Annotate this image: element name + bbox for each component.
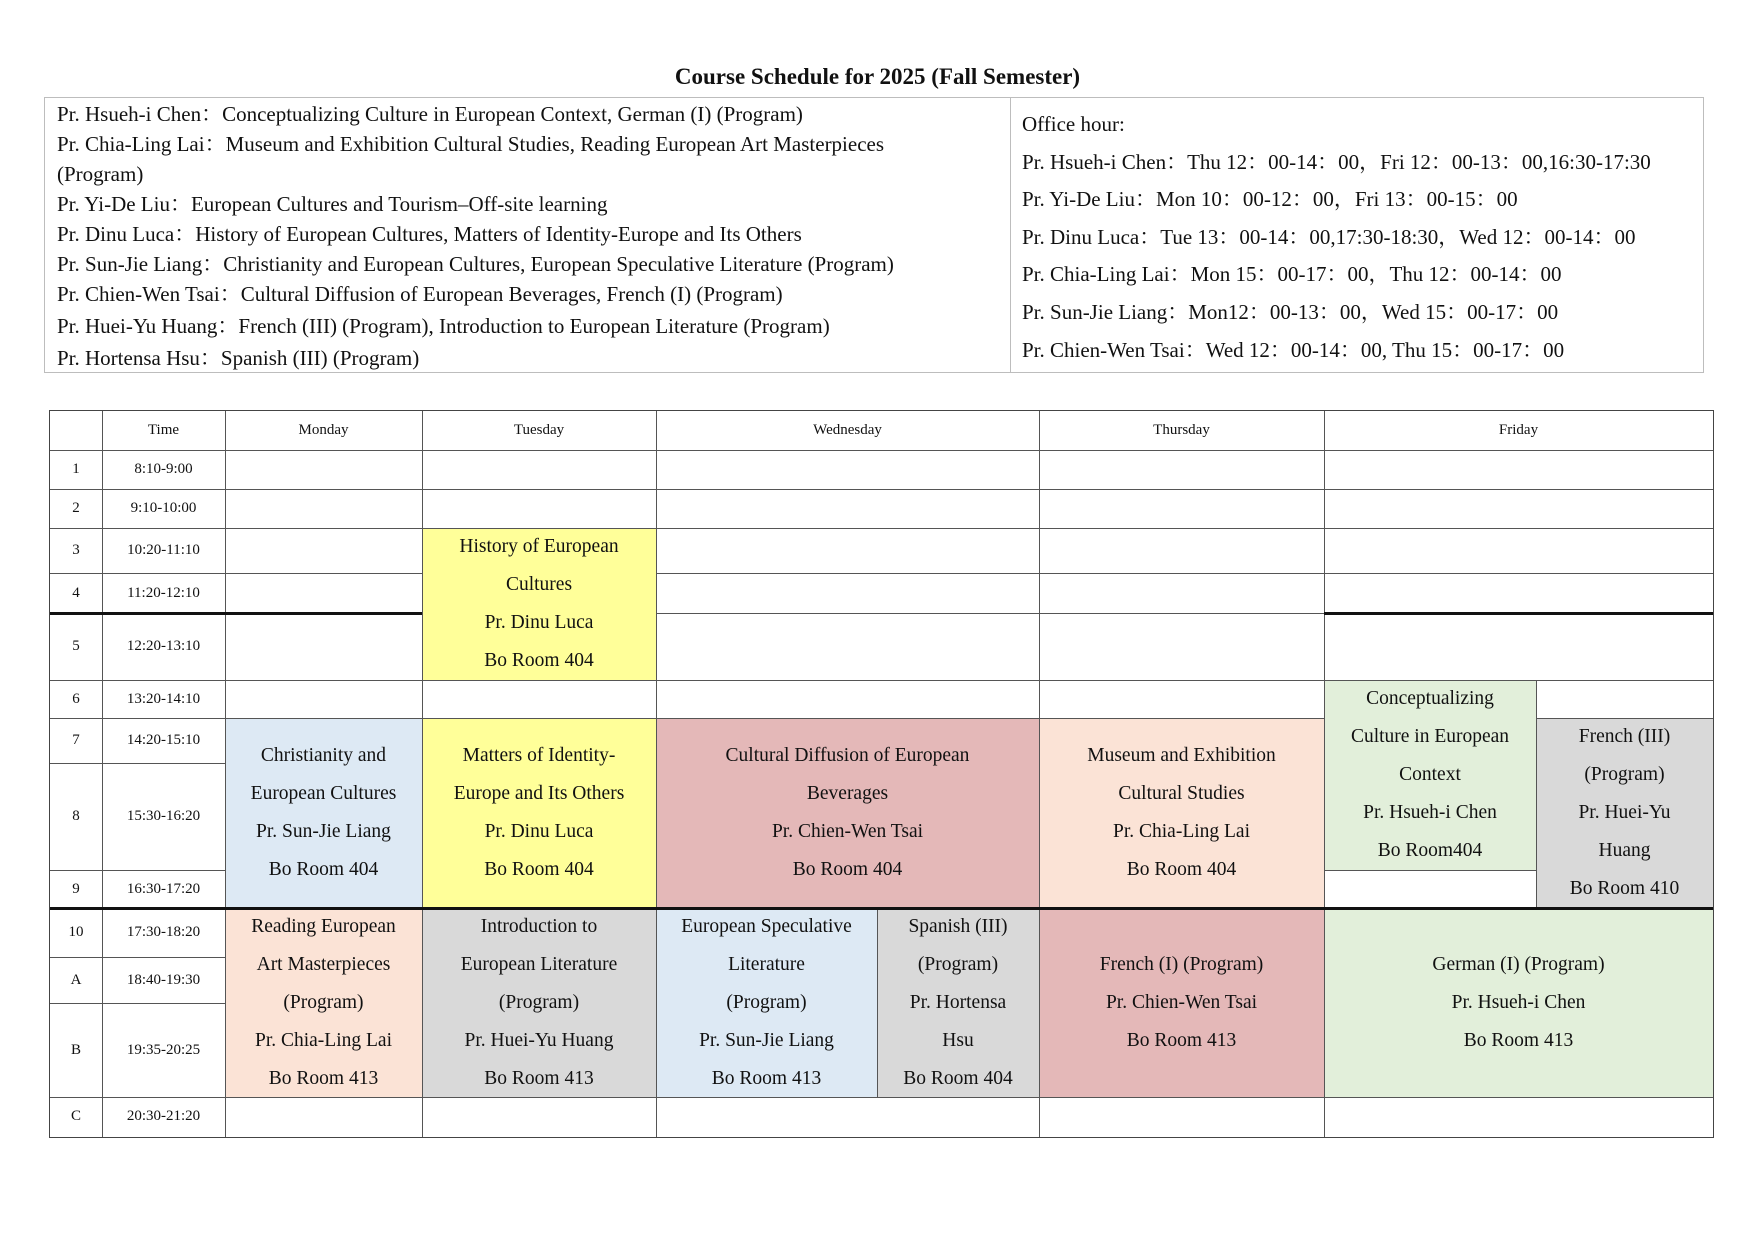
period-number: 7	[72, 732, 80, 748]
course-reading-european-art-masterpieces: Reading European Art Masterpieces (Program) Pr. Chia-Ling Lai Bo Room 413	[225, 908, 422, 1097]
course-cultural-diffusion-of-european-beverages: Cultural Diffusion of European Beverages Pr. Chien-Wen Tsai Bo Room 404	[656, 718, 1039, 908]
professor-line: Pr. Hsueh-i Chen：Conceptualizing Culture in European Context, German (I) (Program)	[57, 102, 803, 126]
period-number: 5	[72, 638, 80, 654]
header-period	[50, 411, 102, 450]
grid-line	[50, 528, 1713, 529]
professor-line: Pr. Sun-Jie Liang：Christianity and European Cultures, European Speculative Literature (Program)	[57, 252, 894, 276]
header-tuesday: Tuesday	[513, 422, 565, 438]
grid-line	[656, 411, 657, 1137]
schedule-table	[49, 410, 1714, 1138]
period-time: 9:10-10:00	[130, 500, 197, 516]
course-introduction-to-european-literature: Introduction to European Literature (Program) Pr. Huei-Yu Huang Bo Room 413	[422, 908, 656, 1097]
period-time: 10:20-11:10	[127, 542, 200, 558]
period-time: 18:40-19:30	[126, 971, 201, 988]
grid-line	[50, 450, 1713, 451]
course-european-speculative-literature: European Speculative Literature (Program) Pr. Sun-Jie Liang Bo Room 413	[656, 908, 877, 1097]
course-history-of-european-cultures: History of European Cultures Pr. Dinu Luca Bo Room 404	[422, 528, 656, 680]
period-time: 17:30-18:20	[126, 924, 201, 940]
period-number: C	[70, 1108, 81, 1124]
professor-line: Pr. Chia-Ling Lai：Museum and Exhibition Cultural Studies, Reading European Art Masterpieces	[57, 132, 885, 156]
course-museum-and-exhibition-cultural-studies: Museum and Exhibition Cultural Studies Pr. Chia-Ling Lai Bo Room 404	[1039, 718, 1324, 908]
page-title: Course Schedule for 2025 (Fall Semester)	[674, 64, 1081, 89]
period-number: A	[70, 971, 82, 988]
professor-info-table	[44, 97, 1704, 373]
grid-line	[1039, 411, 1040, 1137]
course-french-i: French (I) (Program) Pr. Chien-Wen Tsai Bo Room 413	[1039, 908, 1324, 1097]
office-hour-line: Pr. Chia-Ling Lai：Mon 15：00-17：00，Thu 12：00-14：00	[1022, 262, 1562, 287]
office-hour-line: Pr. Sun-Jie Liang：Mon12：00-13：00，Wed 15：00-17：00	[1022, 299, 1559, 324]
period-number: 10	[68, 924, 84, 940]
office-hour-line: Pr. Dinu Luca：Tue 13：00-14：00,17:30-18:30，Wed 12：00-14：00	[1022, 224, 1636, 249]
office-hour-line: Pr. Yi-De Liu：Mon 10：00-12：00，Fri 13：00-15：00	[1022, 187, 1518, 212]
period-number: 8	[72, 808, 80, 824]
professor-course-list	[45, 98, 1011, 372]
course-french-iii: French (III) (Program) Pr. Huei-Yu Huang Bo Room 410	[1536, 718, 1713, 908]
grid-line	[50, 612, 422, 615]
course-matters-of-identity: Matters of Identity- Europe and Its Others Pr. Dinu Luca Bo Room 404	[422, 718, 656, 908]
period-number: 6	[72, 690, 80, 707]
period-time: 16:30-17:20	[126, 880, 201, 897]
grid-line	[1536, 680, 1537, 908]
period-number: 4	[72, 584, 80, 601]
grid-line	[225, 411, 226, 1137]
grid-line	[50, 573, 422, 574]
header-thursday: Thursday	[1153, 422, 1210, 438]
period-number: B	[70, 1041, 81, 1058]
course-spanish-iii: Spanish (III) (Program) Pr. Hortensa Hsu Bo Room 404	[877, 908, 1039, 1097]
grid-line	[50, 907, 1713, 910]
period-time: 14:20-15:10	[126, 732, 201, 748]
grid-line	[1324, 411, 1325, 1137]
grid-line	[50, 680, 1713, 681]
professor-line: Pr. Huei-Yu Huang：French (III) (Program), Introduction to European Literature (Program)	[57, 314, 830, 338]
grid-line	[1324, 612, 1713, 615]
professor-line: Pr. Hortensa Hsu：Spanish (III) (Program)	[57, 346, 420, 370]
period-time: 15:30-16:20	[126, 808, 201, 824]
grid-line	[1324, 870, 1536, 871]
grid-line	[1536, 718, 1713, 719]
grid-line	[102, 411, 103, 1137]
course-christianity-and-european-cultures: Christianity and European Cultures Pr. Sun-Jie Liang Bo Room 404	[225, 718, 422, 908]
office-hour-heading: Office hour:	[1022, 112, 1125, 136]
grid-line	[50, 957, 225, 958]
grid-line	[50, 870, 225, 871]
period-time: 8:10-9:00	[134, 461, 193, 477]
grid-line	[50, 489, 1713, 490]
period-number: 3	[72, 542, 80, 558]
header-monday: Monday	[298, 422, 349, 438]
header-time: Time	[147, 422, 180, 438]
period-time: 19:35-20:25	[126, 1041, 201, 1058]
grid-line	[50, 1097, 1713, 1098]
professor-line: Pr. Yi-De Liu：European Cultures and Tourism–Off-site learning	[57, 192, 608, 216]
grid-line	[50, 1003, 225, 1004]
course-conceptualizing-culture: Conceptualizing Culture in European Context Pr. Hsueh-i Chen Bo Room404	[1324, 680, 1536, 870]
grid-line	[656, 613, 1324, 614]
office-hour-line: Pr. Chien-Wen Tsai：Wed 12：00-14：00, Thu 15：00-17：00	[1022, 337, 1565, 362]
professor-line: (Program)	[57, 162, 144, 186]
period-number: 1	[72, 461, 80, 477]
professor-line: Pr. Chien-Wen Tsai：Cultural Diffusion of European Beverages, French (I) (Program)	[57, 282, 783, 306]
period-number: 9	[72, 880, 80, 897]
period-time: 11:20-12:10	[127, 584, 200, 601]
header-friday: Friday	[1498, 422, 1539, 438]
period-time: 20:30-21:20	[126, 1108, 201, 1124]
period-time: 13:20-14:10	[126, 690, 201, 707]
period-time: 12:20-13:10	[126, 638, 201, 654]
course-german-i: German (I) (Program) Pr. Hsueh-i Chen Bo Room 413	[1324, 908, 1713, 1097]
header-wednesday: Wednesday	[813, 422, 882, 438]
grid-line	[50, 718, 1324, 719]
grid-line	[656, 573, 1713, 574]
grid-line	[877, 908, 878, 1097]
grid-line	[422, 411, 423, 1137]
office-hour-line: Pr. Hsueh-i Chen：Thu 12：00-14：00，Fri 12：00-13：00,16:30-17:30	[1022, 149, 1651, 174]
professor-line: Pr. Dinu Luca：History of European Cultures, Matters of Identity-Europe and Its Others	[57, 222, 802, 246]
period-number: 2	[72, 500, 80, 516]
office-hours	[1011, 98, 1703, 372]
grid-line	[50, 763, 225, 764]
